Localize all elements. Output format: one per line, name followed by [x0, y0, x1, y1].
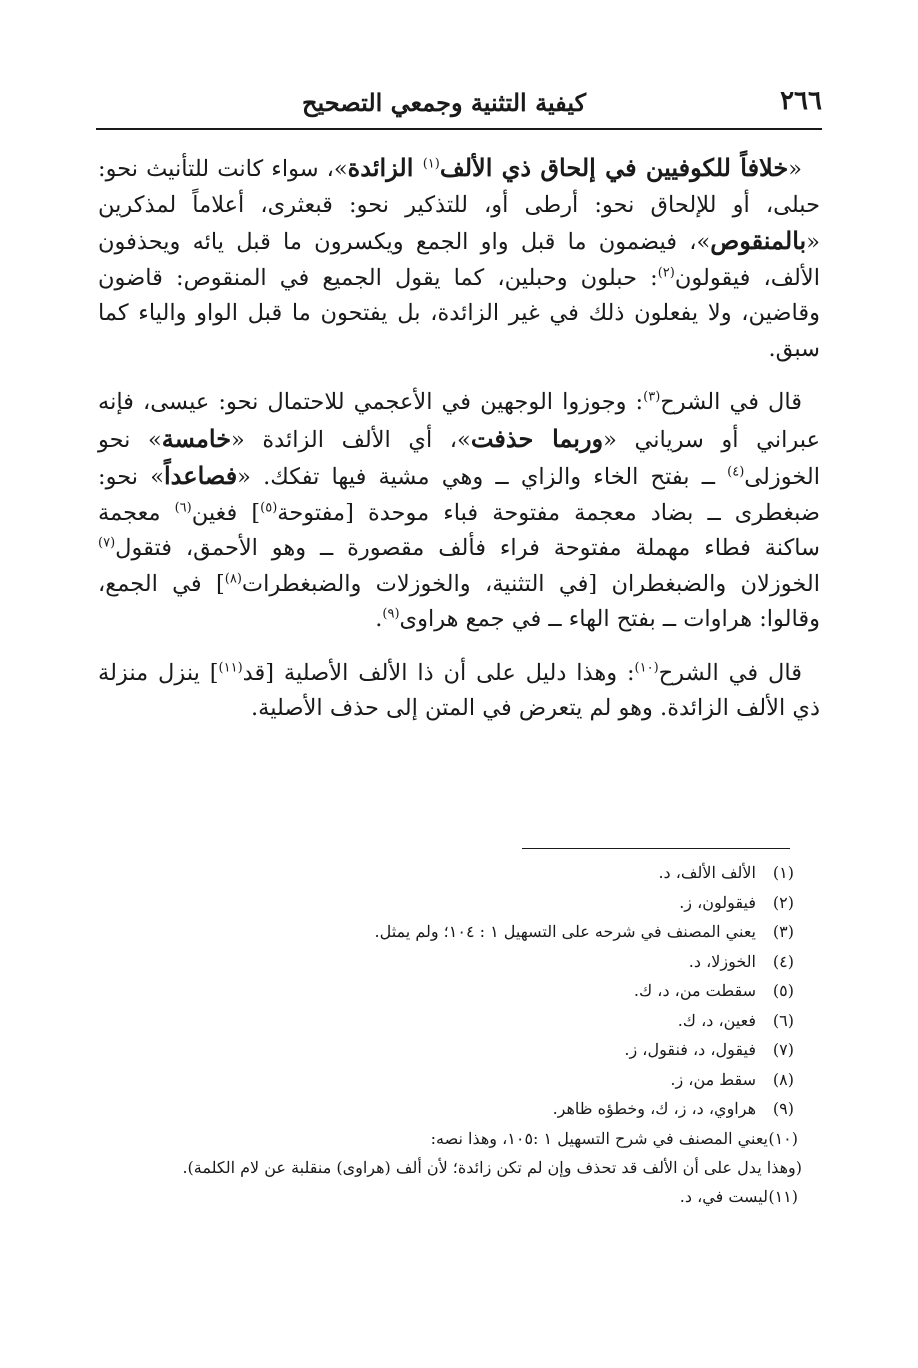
- footnote-marker[interactable]: (٦): [174, 500, 192, 515]
- text-span: ] ينزل منزلة ذي الألف الزائدة. وهو لم يتعرض في المتن إلى حذف الأصلية.: [98, 659, 820, 721]
- text-span: .: [375, 606, 383, 632]
- text-span: ــ بفتح الخاء والزاي ــ وهي مشية فيها تفكك. «: [237, 464, 728, 490]
- footnote-number: (١٠): [768, 1128, 798, 1148]
- footnote-7: [104, 1035, 820, 1065]
- paragraph-2: [98, 385, 820, 638]
- footnote-9: [104, 1094, 820, 1124]
- footnote-text: يعني المصنف في شرح التسهيل ١ :١٠٥، وهذا نصه:: [430, 1128, 768, 1148]
- footnote-text: هراوي، د، ز، ك، وخطؤه ظاهر.: [552, 1099, 756, 1118]
- bold-phrase: وربما حذفت: [470, 423, 604, 453]
- footnote-marker[interactable]: (٨): [224, 571, 242, 586]
- footnote-number: (٥): [772, 981, 794, 1000]
- paragraph-3: [98, 656, 820, 727]
- footnote-number: (٧): [772, 1040, 794, 1059]
- footnote-text: سقطت من، د، ك.: [633, 981, 756, 1000]
- bold-phrase: خامسة: [161, 423, 232, 453]
- bold-phrase: خلافاً للكوفيين في إلحاق ذي الألف: [439, 153, 789, 182]
- paragraph-1: [98, 150, 820, 367]
- footnote-divider: [522, 848, 790, 849]
- footnote-text: (وهذا يدل على أن الألف قد تحذف وإن لم تكن زائدة؛ لأن ألف (هراوى) منقلبة عن لام الكلمة).: [182, 1158, 802, 1177]
- text-span: قال في الشرح: [660, 389, 802, 415]
- text-span: » نحو الخوزلى: [98, 426, 821, 490]
- footnotes-section: [104, 858, 820, 1212]
- footnote-3: [104, 917, 820, 947]
- footnote-number: (٨): [772, 1069, 794, 1089]
- running-title: كيفية التثنية وجمعي التصحيح: [302, 88, 586, 117]
- footnote-marker[interactable]: (٩): [382, 606, 400, 622]
- page-header: [96, 82, 822, 130]
- text-span: الخوزلان والضبغطران [في التثنية، والخوزلات والضبغطرات: [241, 570, 820, 597]
- page-number: ٢٦٦: [780, 86, 822, 116]
- footnote-text: ليست في، د.: [679, 1187, 768, 1206]
- footnote-1: [104, 858, 820, 888]
- text-span: »، أي الألف الزائدة «: [231, 426, 471, 453]
- footnote-marker[interactable]: (٣): [643, 389, 661, 405]
- footnote-marker[interactable]: (٧): [98, 535, 116, 551]
- bold-phrase: فصاعداً: [163, 461, 238, 490]
- footnote-marker[interactable]: (٢): [657, 265, 675, 280]
- text-span: » نحو: ضبغطرى ــ بضاد معجمة مفتوحة فباء موحدة [مفتوحة: [98, 464, 820, 526]
- footnote-text: الخوزلا، د.: [688, 951, 756, 971]
- footnote-number: (٢): [772, 892, 794, 912]
- footnote-text: فيقول، د، فنقول، ز.: [624, 1040, 756, 1059]
- main-text: [98, 150, 820, 745]
- text-span: ] في الجمع، وقالوا: هراوات ــ بفتح الهاء ــ في جمع هراوى: [98, 570, 820, 632]
- footnote-text: فعين، د، ك.: [677, 1010, 756, 1030]
- footnote-11: [104, 1182, 820, 1212]
- text-span: : حبلون وحبلين، كما يقول الجميع في المنقوص: قاضون وقاضين، ولا يفعلون ذلك في غير الزائدة، بل يفتحون ما قبل الواو والياء كما سبق.: [98, 264, 820, 362]
- footnote-number: (٦): [772, 1010, 794, 1030]
- text-span: : وهذا دليل على أن ذا الألف الأصلية [قد: [242, 659, 635, 686]
- footnote-number: (٣): [772, 922, 794, 941]
- bold-phrase: بالمنقوص: [710, 226, 807, 255]
- footnote-marker[interactable]: (٤): [727, 464, 745, 480]
- text-span: «: [788, 156, 802, 182]
- text-span: »، فيضمون ما قبل واو الجمع ويكسرون ما قبل يائه ويحذفون الألف، فيقولون: [98, 229, 820, 291]
- footnote-8: [104, 1065, 820, 1095]
- footnote-marker[interactable]: (١١): [218, 660, 243, 675]
- footnote-number: (٩): [772, 1099, 794, 1118]
- footnote-number: (١): [772, 863, 794, 882]
- footnote-2: [104, 888, 820, 918]
- text-span: قال في الشرح: [658, 659, 803, 686]
- text-span: : وجوزوا الوجهين في الأعجمي للاحتمال نحو: عيسى، فإنه عبراني أو سرياني «: [98, 389, 821, 453]
- footnote-marker[interactable]: (٥): [260, 500, 278, 515]
- footnote-text: فيقولون، ز.: [679, 892, 756, 912]
- footnote-4: [104, 947, 820, 977]
- footnote-text: الألف الألف، د.: [658, 863, 756, 882]
- text-span: ] فغين: [191, 499, 261, 526]
- text-span: »، سواء كانت للتأنيث نحو: حبلى، أو للإلحاق نحو: أرطى أو، للتذكير نحو: قبعثرى، أعلاماً لمذكرين «: [98, 156, 820, 255]
- footnote-6: [104, 1006, 820, 1036]
- footnote-text: يعني المصنف في شرحه على التسهيل ١ : ١٠٤؛ ولم يمثل.: [374, 922, 756, 941]
- footnote-10-quote: [104, 1153, 820, 1182]
- footnote-number: (٤): [772, 951, 794, 971]
- footnote-text: سقط من، ز.: [670, 1069, 756, 1089]
- footnote-5: [104, 976, 820, 1006]
- footnote-10: [104, 1124, 820, 1154]
- footnote-marker[interactable]: (١): [422, 156, 440, 172]
- text-span: معجمة ساكنة فطاء مهملة مفتوحة فراء فألف مقصورة ــ وهو الأحمق، فتقول: [98, 499, 820, 561]
- bold-phrase: الزائدة: [347, 153, 423, 182]
- footnote-number: (١١): [768, 1187, 798, 1206]
- footnote-marker[interactable]: (١٠): [634, 660, 659, 675]
